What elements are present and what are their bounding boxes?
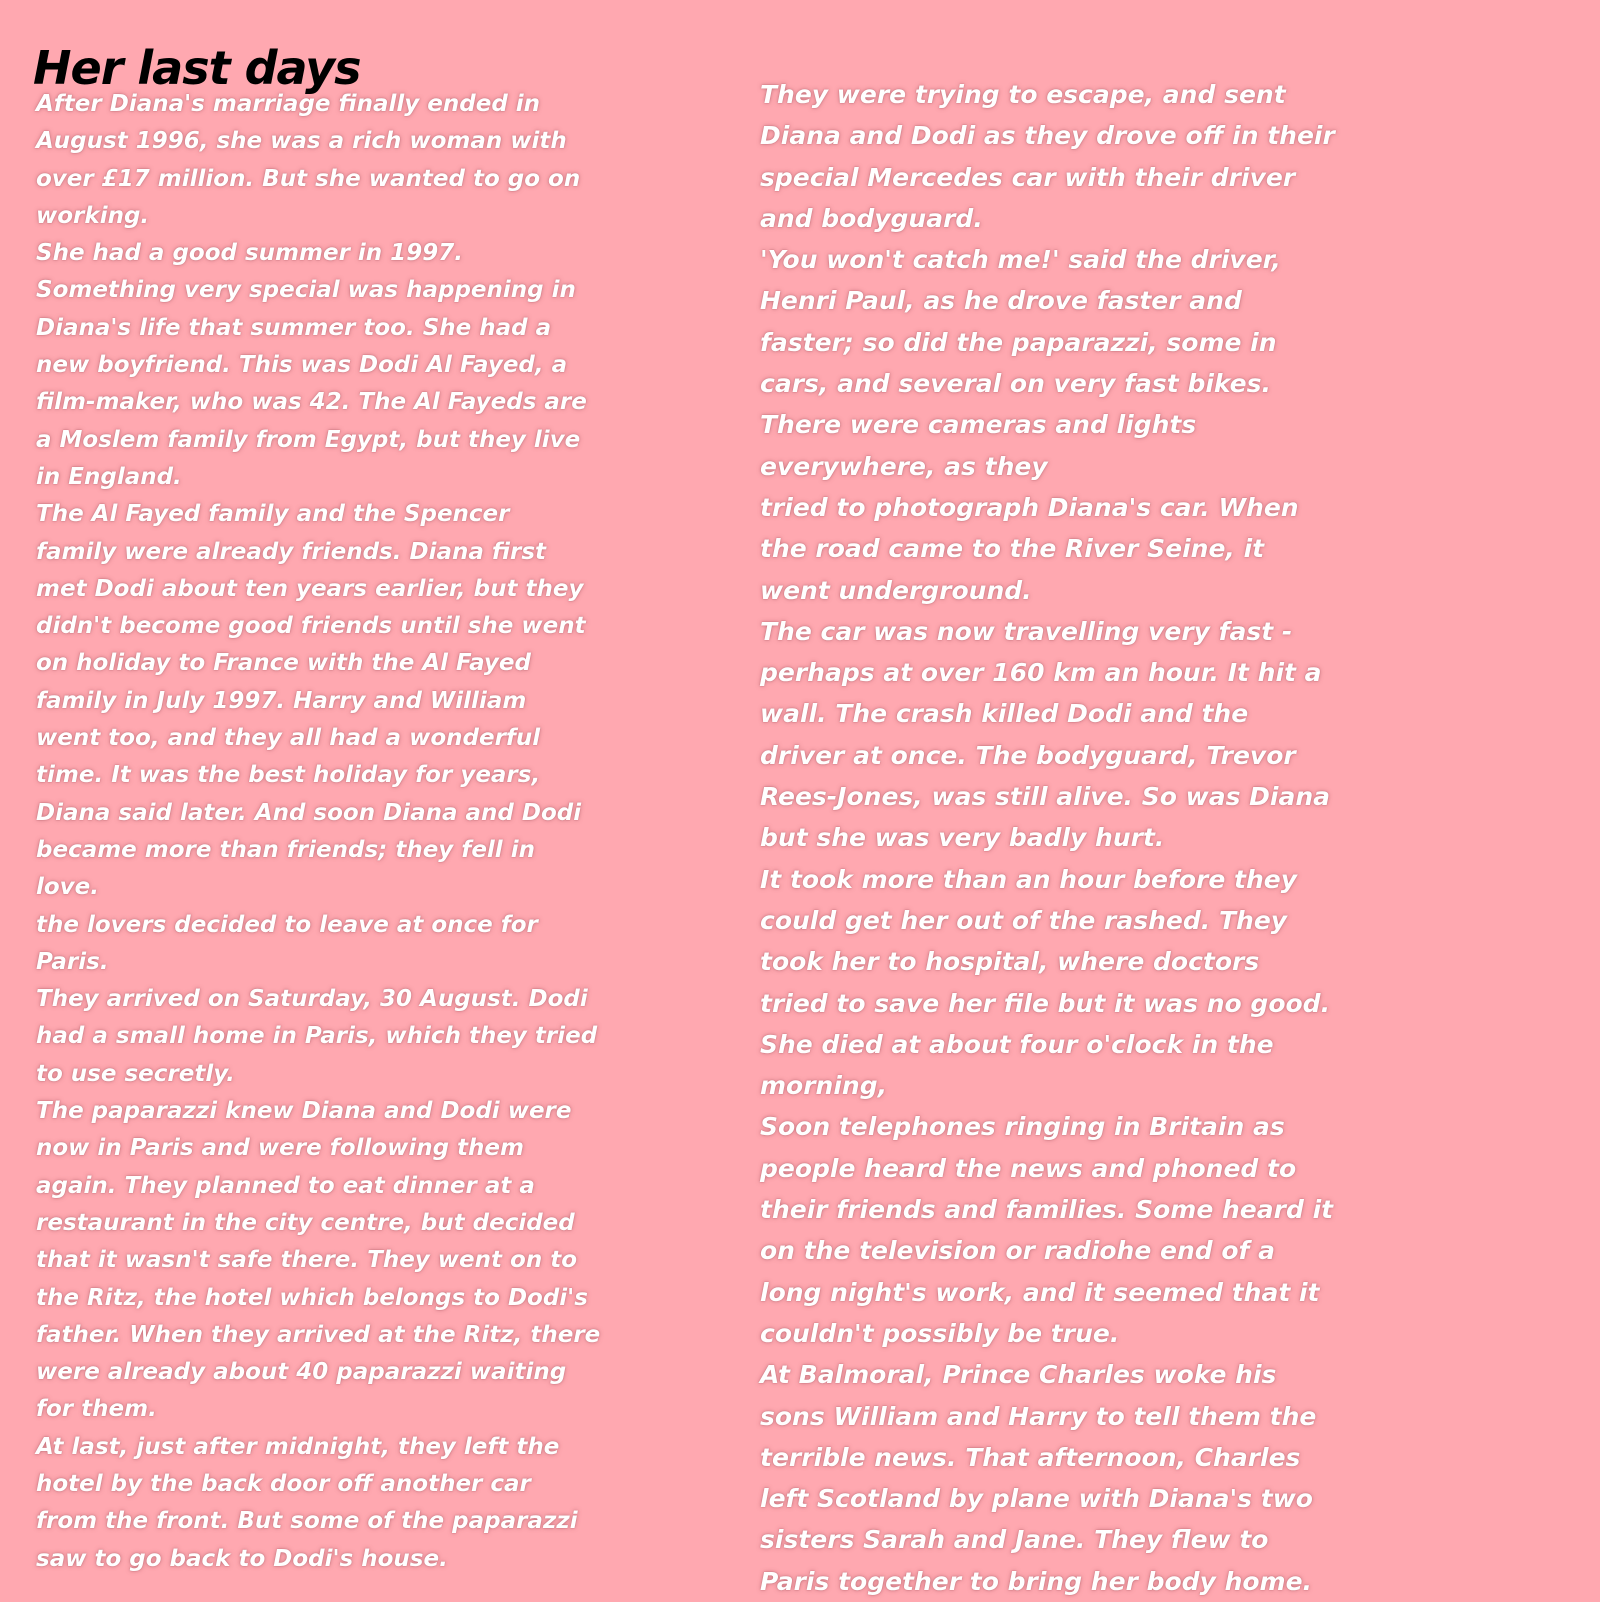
text-line: Rees-Jones, was still alive. So was Diana	[760, 782, 1331, 812]
text-line: that it wasn't safe there. They went on to	[36, 1247, 577, 1274]
text-line: father. When they arrived at the Ritz, there	[36, 1321, 601, 1348]
text-line: She died at about four o'clock in the	[760, 1029, 1274, 1059]
text-line: saw to go back to Dodi's house.	[36, 1545, 448, 1572]
page-title: Her last days	[33, 41, 361, 95]
text-line: morning,	[760, 1071, 888, 1101]
text-line: They were trying to escape, and sent	[760, 80, 1286, 109]
text-line: could get her out of the rashed. They	[760, 905, 1288, 935]
text-line: and bodyguard.	[760, 203, 983, 233]
text-line: to use secretly.	[36, 1060, 235, 1087]
text-line: from the front. But some of the paparazzi	[36, 1508, 578, 1535]
text-line: were already about 40 paparazzi waiting	[36, 1359, 567, 1386]
text-line: a Moslem family from Egypt, but they live	[36, 426, 581, 453]
text-line: met Dodi about ten years earlier, but they	[36, 575, 584, 602]
text-line: but she was very badly hurt.	[760, 823, 1165, 853]
text-line: They arrived on Saturday, 30 August. Dodi	[36, 986, 588, 1013]
text-line: At last, just after midnight, they left the	[36, 1433, 560, 1460]
text-line: couldn't possibly be true.	[760, 1318, 1120, 1348]
text-line: family were already friends. Diana first	[36, 538, 547, 565]
text-line: the lovers decided to leave at once for	[36, 911, 538, 938]
text-line: tried to save her file but it was no good.	[760, 988, 1331, 1018]
text-line: Paris together to bring her body home.	[760, 1566, 1313, 1596]
text-line: went too, and they all had a wonderful	[36, 725, 541, 752]
text-line: took her to hospital, where doctors	[760, 947, 1260, 977]
text-line: the Ritz, the hotel which belongs to Dodi's	[36, 1284, 588, 1311]
text-line: family in July 1997. Harry and William	[36, 687, 527, 714]
text-line: on holiday to France with the Al Fayed	[36, 650, 531, 677]
text-line: It took more than an hour before they	[760, 864, 1297, 894]
text-line: their friends and families. Some heard it	[760, 1195, 1334, 1225]
text-line: Henri Paul, as he drove faster and	[760, 286, 1242, 316]
text-line: again. They planned to eat dinner at a	[36, 1172, 535, 1199]
text-line: special Mercedes car with their driver	[760, 162, 1296, 192]
text-line: tried to photograph Diana's car. When	[760, 492, 1299, 522]
text-line: for them.	[36, 1396, 157, 1423]
text-line: sons William and Harry to tell them the	[760, 1401, 1317, 1431]
text-line: in England.	[36, 463, 182, 490]
text-line: now in Paris and were following them	[36, 1135, 524, 1162]
text-line: on the television or radiohe end of a	[760, 1236, 1275, 1266]
text-line: everywhere, as they	[760, 451, 1048, 481]
text-line: sisters Sarah and Jane. They flew to	[760, 1525, 1269, 1555]
text-line: went underground.	[760, 575, 1032, 605]
text-line: At Balmoral, Prince Charles woke his	[760, 1360, 1277, 1390]
text-line: The paparazzi knew Diana and Dodi were	[36, 1098, 572, 1125]
text-line: people heard the news and phoned to	[760, 1153, 1297, 1183]
text-line: After Diana's marriage finally ended in	[36, 91, 541, 117]
text-line: Paris.	[36, 948, 109, 975]
text-line: time. It was the best holiday for years,	[36, 762, 541, 789]
text-line: restaurant in the city centre, but decided	[36, 1209, 575, 1236]
text-line: perhaps at over 160 km an hour. It hit a	[760, 658, 1322, 688]
text-line: faster; so did the paparazzi, some in	[760, 327, 1277, 357]
text-line: Something very special was happening in	[36, 277, 576, 304]
text-line: terrible news. That afternoon, Charles	[760, 1442, 1301, 1472]
text-line: Diana's life that summer too. She had a	[36, 314, 552, 341]
text-line: August 1996, she was a rich woman with	[36, 128, 567, 155]
text-line: didn't become good friends until she went	[36, 613, 586, 640]
text-line: There were cameras and lights	[760, 410, 1197, 440]
text-line: love.	[36, 874, 100, 901]
text-line: new boyfriend. This was Dodi Al Fayed, a	[36, 352, 568, 379]
text-line: left Scotland by plane with Diana's two	[760, 1484, 1313, 1514]
text-line: Diana said later. And soon Diana and Dodi	[36, 799, 582, 826]
text-line: 'You won't catch me!' said the driver,	[760, 245, 1281, 275]
text-line: over £17 million. But she wanted to go on	[36, 165, 581, 192]
text-line: cars, and several on very fast bikes.	[760, 369, 1271, 399]
text-line: Soon telephones ringing in Britain as	[760, 1112, 1285, 1142]
text-line: became more than friends; they fell in	[36, 836, 535, 863]
text-line: long night's work, and it seemed that it	[760, 1277, 1320, 1307]
text-line: the road came to the River Seine, it	[760, 534, 1265, 564]
text-line: wall. The crash killed Dodi and the	[760, 699, 1249, 729]
text-line: working.	[36, 202, 150, 229]
right-text-column	[760, 74, 1580, 1602]
text-line: She had a good summer in 1997.	[36, 240, 463, 267]
left-text-column	[36, 86, 656, 1578]
text-line: had a small home in Paris, which they tried	[36, 1023, 598, 1050]
text-line: The car was now travelling very fast -	[760, 616, 1293, 646]
text-line: driver at once. The bodyguard, Trevor	[760, 740, 1296, 770]
text-line: The Al Fayed family and the Spencer	[36, 501, 510, 528]
text-line: Diana and Dodi as they drove off in their	[760, 121, 1335, 151]
text-line: film-maker, who was 42. The Al Fayeds are	[36, 389, 587, 416]
text-line: hotel by the back door off another car	[36, 1470, 531, 1497]
